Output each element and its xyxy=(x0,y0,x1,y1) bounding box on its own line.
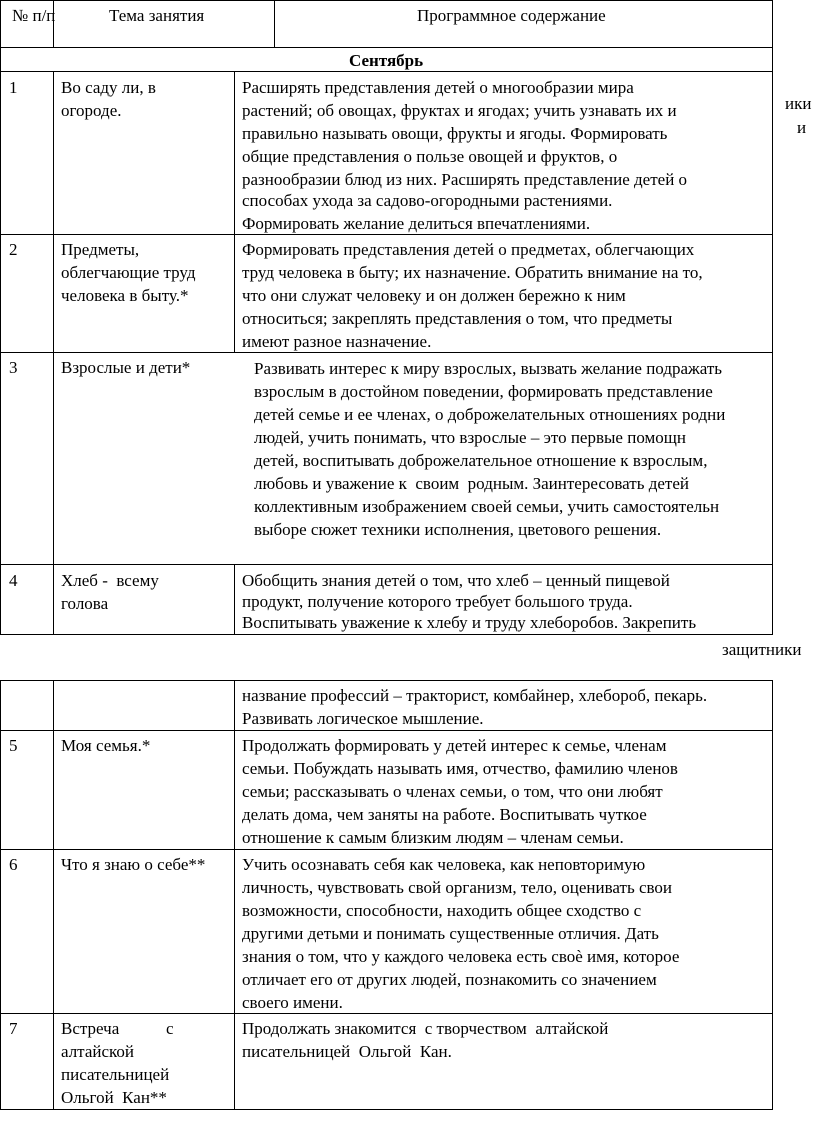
row-content-line: Учить осознавать себя как человека, как неповторимую xyxy=(242,855,646,874)
row-content-line: способах ухода за садово-огородными растениями. xyxy=(242,191,613,210)
table-border xyxy=(0,47,773,48)
row-topic-line: Во саду ли, в xyxy=(61,78,156,97)
row-content-line: название профессий – тракторист, комбайнер, хлебороб, пекарь. xyxy=(242,686,708,705)
row-content-line: растений; об овощах, фруктах и ягодах; учить узнавать их и xyxy=(242,101,677,120)
row-content-line: любовь и уважение к своим родным. Заинтересовать детей xyxy=(254,474,689,493)
table-border xyxy=(53,680,54,1110)
table-border xyxy=(772,680,773,1110)
row-content-line: детей, воспитывать доброжелательное отношение к взрослым, xyxy=(254,451,708,470)
row-content-line: Обобщить знания детей о том, что хлеб – ценный пищевой xyxy=(242,571,670,590)
row-content-line: детей семье и ее членах, о доброжелательных отношениях родни xyxy=(254,405,726,424)
table-border xyxy=(0,849,773,850)
row-content-line: людей, учить понимать, что взрослые – это первые помощн xyxy=(254,428,686,447)
header-topic: Тема занятия xyxy=(109,6,205,25)
table-border xyxy=(0,730,773,731)
row-content-line: отличает его от других людей, познакомить со значением xyxy=(242,970,657,989)
table-border xyxy=(0,1109,773,1110)
row-content-clip xyxy=(250,352,772,564)
row-content-line: труд человека в быту; их назначение. Обратить внимание на то, xyxy=(242,263,703,282)
row-number: 1 xyxy=(9,78,18,97)
row-topic-line: Моя семья.* xyxy=(61,736,151,755)
row-content-line: Развивать интерес к миру взрослых, вызвать желание подражать xyxy=(254,359,723,378)
table-border xyxy=(274,0,275,48)
row-content-line: Формировать желание делиться впечатлениями. xyxy=(242,214,591,233)
table-border xyxy=(0,634,773,635)
row-content-line: Продолжать формировать у детей интерес к семье, членам xyxy=(242,736,667,755)
row-content-line: Развивать логическое мышление. xyxy=(242,709,484,728)
row-content-line: своего имени. xyxy=(242,993,343,1012)
row-content-line: коллективным изображением своей семьи, учить самостоятельн xyxy=(254,497,720,516)
row-content-line: семьи; рассказывать о членах семьи, о том, что они любят xyxy=(242,782,663,801)
row-content-line: Формировать представления детей о предметах, облегчающих xyxy=(242,240,695,259)
table-border xyxy=(0,680,1,1110)
table-border xyxy=(0,680,773,681)
row-topic-line: Что я знаю о себе** xyxy=(61,855,206,874)
row-content-line: продукт, получение которого требует большого труда. xyxy=(242,592,633,611)
margin-fragment: и xyxy=(797,118,807,137)
table-border xyxy=(53,71,54,635)
row-content-line: правильно называть овощи, фрукты и ягоды. Формировать xyxy=(242,124,668,143)
row-content-line: делать дома, чем заняты на работе. Воспитывать чуткое xyxy=(242,805,647,824)
row-number: 4 xyxy=(9,571,18,590)
table-border xyxy=(772,0,773,635)
header-content: Программное содержание xyxy=(417,6,606,25)
row-number: 7 xyxy=(9,1019,18,1038)
row-topic-line: Встреча с xyxy=(61,1019,174,1038)
row-topic-line: огороде. xyxy=(61,101,122,120)
month-heading: Сентябрь xyxy=(349,51,424,70)
row-content-line: другими детьми и понимать существенные отличия. Дать xyxy=(242,924,659,943)
row-content-line: знания о том, что у каждого человека есть своѐ имя, которое xyxy=(242,947,680,966)
row-topic-line: голова xyxy=(61,594,109,613)
table-border xyxy=(234,71,235,353)
row-topic-line: человека в быту.* xyxy=(61,286,189,305)
row-content-line: взрослым в достойном поведении, формировать представление xyxy=(254,382,713,401)
row-topic-line: Предметы, xyxy=(61,240,140,259)
row-content-line: писательницей Ольгой Кан. xyxy=(242,1042,452,1061)
row-number: 2 xyxy=(9,240,18,259)
table-border xyxy=(234,564,235,635)
table-border xyxy=(0,0,773,1)
row-topic-line: Ольгой Кан** xyxy=(61,1088,167,1107)
row-content-line: имеют разное назначение. xyxy=(242,332,432,351)
row-content-line: Воспитывать уважение к хлебу и труду хлеборобов. Закрепить xyxy=(242,613,697,632)
row-topic-line: алтайской xyxy=(61,1042,134,1061)
row-number: 5 xyxy=(9,736,18,755)
row-content-line: семьи. Побуждать называть имя, отчество, фамилию членов xyxy=(242,759,678,778)
row-number: 3 xyxy=(9,358,18,377)
row-content-line: возможности, способности, находить общее сходство с xyxy=(242,901,642,920)
row-topic-line: Взрослые и дети* xyxy=(61,358,191,377)
margin-fragment: ики xyxy=(785,94,812,113)
margin-fragment: защитники xyxy=(722,640,802,659)
row-content-line: относиться; закреплять представления о том, что предметы xyxy=(242,309,673,328)
row-content-line: Продолжать знакомится с творчеством алтайской xyxy=(242,1019,609,1038)
table-border xyxy=(0,1013,773,1014)
row-content-line: Расширять представления детей о многообразии мира xyxy=(242,78,634,97)
row-number: 6 xyxy=(9,855,18,874)
header-number: № п/п xyxy=(12,6,56,25)
row-topic-line: облегчающие труд xyxy=(61,263,196,282)
table-border xyxy=(0,564,773,565)
table-border xyxy=(0,0,1,635)
row-content-line: выборе сюжет техники исполнения, цветового решения. xyxy=(254,520,662,539)
table-border xyxy=(234,680,235,1110)
row-content-line: личность, чувствовать свой организм, тело, оценивать свои xyxy=(242,878,673,897)
row-topic-line: писательницей xyxy=(61,1065,170,1084)
row-content-line: общие представления о пользе овощей и фруктов, о xyxy=(242,147,618,166)
row-topic-line: Хлеб - всему xyxy=(61,571,159,590)
row-content-line: что они служат человеку и он должен бережно к ним xyxy=(242,286,626,305)
row-content-line: отношение к самым близким людям – членам семьи. xyxy=(242,828,624,847)
row-content-line: разнообразии блюд из них. Расширять представление детей о xyxy=(242,170,688,189)
